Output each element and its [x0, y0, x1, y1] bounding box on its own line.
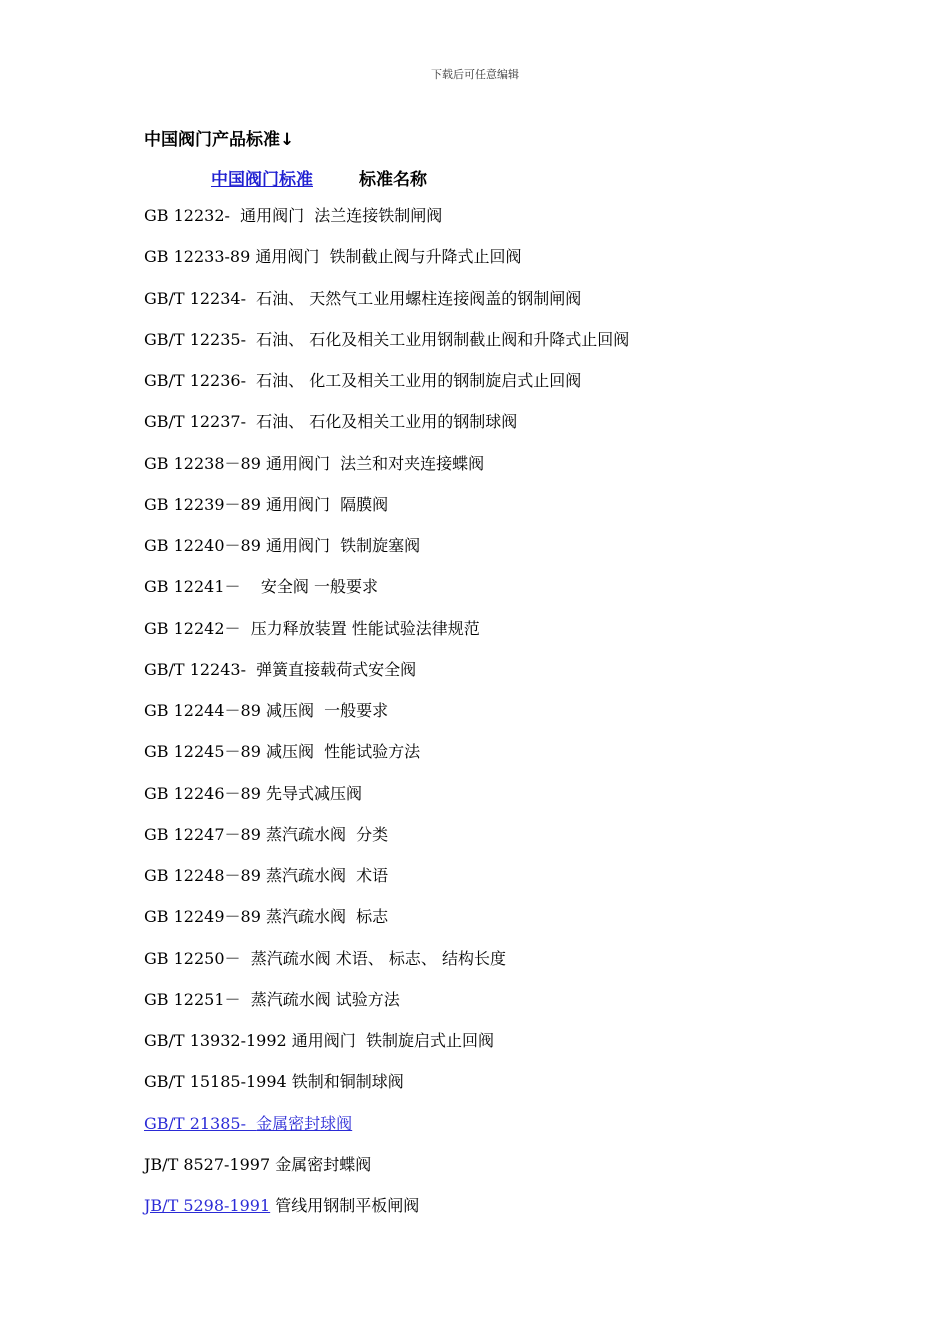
- standard-code: GB/T 12243-: [144, 659, 257, 679]
- standard-code: GB 12240－89: [144, 536, 266, 555]
- standard-code: GB/T 12235-: [144, 329, 257, 349]
- standard-name: 蒸汽疏水阀 试验方法: [250, 989, 400, 1009]
- list-item: [144, 407, 629, 448]
- list-item: [144, 902, 629, 943]
- standard-code: GB/T 15185-1994: [144, 1072, 292, 1092]
- list-item: [144, 820, 629, 861]
- list-item: [144, 242, 629, 283]
- standard-name: 金属密封蝶阀: [275, 1154, 372, 1174]
- standard-name: 石油、 石化及相关工业用钢制截止阀和升降式止回阀: [256, 329, 630, 349]
- standard-code: GB/T 12237-: [144, 412, 257, 432]
- standard-name: 通用阀门 法兰和对夹连接蝶阀: [265, 453, 485, 473]
- standard-code: GB 12247－89: [144, 824, 266, 844]
- list-item: [144, 944, 629, 985]
- standard-code: GB 12245－89: [144, 742, 266, 762]
- list-item: [144, 1150, 629, 1191]
- column-header: [211, 165, 427, 190]
- document-title: 中国阀门产品标准↓: [144, 130, 295, 150]
- standard-code: GB 12232-: [144, 206, 241, 225]
- list-item: [144, 1026, 629, 1067]
- standard-name: 通用阀门 铁制截止阀与升降式止回阀: [255, 247, 522, 267]
- standard-code: GB/T 21385-: [144, 1113, 257, 1133]
- standard-column-link[interactable]: 中国阀门标准: [211, 170, 313, 190]
- standard-code: JB/T 8527-1997: [144, 1154, 276, 1174]
- standard-name: 蒸汽疏水阀 术语: [265, 866, 389, 885]
- standard-name: 管线用钢制平板闸阀: [270, 1196, 420, 1215]
- standard-name: 蒸汽疏水阀 分类: [265, 824, 389, 844]
- header-note: 下载后可任意编辑: [431, 68, 519, 81]
- list-item: [144, 1191, 629, 1232]
- standard-code: GB 12244－89: [144, 701, 266, 720]
- standard-code: GB 12248－89: [144, 866, 266, 885]
- list-item: [144, 985, 629, 1026]
- list-item[interactable]: [144, 1109, 629, 1150]
- list-item: [144, 449, 629, 490]
- standard-name: 金属密封球阀: [256, 1113, 353, 1133]
- list-item: [144, 655, 629, 696]
- list-item: [144, 572, 629, 613]
- standard-code[interactable]: JB/T 5298-1991: [144, 1196, 271, 1215]
- standard-code: GB 12238－89: [144, 453, 266, 473]
- list-item: [144, 614, 629, 655]
- standard-code: GB 12241－: [144, 577, 261, 597]
- standard-name: 蒸汽疏水阀 标志: [265, 907, 389, 927]
- standard-name: 压力释放装置 性能试验法律规范: [250, 618, 480, 638]
- name-column-label: 标准名称: [359, 170, 427, 190]
- standard-name: 安全阀 一般要求: [260, 577, 378, 597]
- list-item: [144, 284, 629, 325]
- standard-code: GB 12242－: [144, 618, 251, 638]
- standard-name: 先导式减压阀: [265, 783, 362, 803]
- list-item: [144, 366, 629, 407]
- standard-code: GB 12246－89: [144, 783, 266, 803]
- list-item: [144, 861, 629, 902]
- standard-code: GB 12233-89: [144, 247, 256, 267]
- standard-name: 石油、 石化及相关工业用的钢制球阀: [256, 412, 518, 432]
- list-item: [144, 325, 629, 366]
- standard-code: GB/T 13932-1992: [144, 1031, 292, 1050]
- list-item: [144, 201, 629, 242]
- standard-name: 通用阀门 法兰连接铁制闸阀: [240, 206, 443, 225]
- standard-code: GB 12249－89: [144, 907, 266, 927]
- standard-code: GB 12251－: [144, 989, 251, 1009]
- standards-list: [144, 201, 629, 1232]
- standard-name: 石油、 天然气工业用螺柱连接阀盖的钢制闸阀: [256, 288, 582, 308]
- standard-name: 减压阀 性能试验方法: [265, 742, 421, 762]
- standard-name: 通用阀门 隔膜阀: [265, 494, 389, 514]
- list-item: [144, 490, 629, 531]
- list-item: [144, 737, 629, 778]
- list-item: [144, 1067, 629, 1108]
- list-item: [144, 779, 629, 820]
- list-item: [144, 696, 629, 737]
- standard-code: GB/T 12236-: [144, 371, 257, 390]
- list-item: [144, 531, 629, 572]
- standard-name: 通用阀门 铁制旋启式止回阀: [291, 1031, 494, 1050]
- standard-name: 通用阀门 铁制旋塞阀: [265, 536, 421, 555]
- standard-code: GB 12239－89: [144, 494, 266, 514]
- standard-name: 减压阀 一般要求: [265, 701, 389, 720]
- standard-name: 弹簧直接载荷式安全阀: [256, 659, 417, 679]
- standard-code: GB/T 12234-: [144, 288, 257, 308]
- standard-code: GB 12250－: [144, 948, 251, 968]
- standard-name: 石油、 化工及相关工业用的钢制旋启式止回阀: [256, 371, 582, 390]
- standard-name: 铁制和铜制球阀: [291, 1072, 404, 1092]
- standard-name: 蒸汽疏水阀 术语、 标志、 结构长度: [250, 948, 506, 968]
